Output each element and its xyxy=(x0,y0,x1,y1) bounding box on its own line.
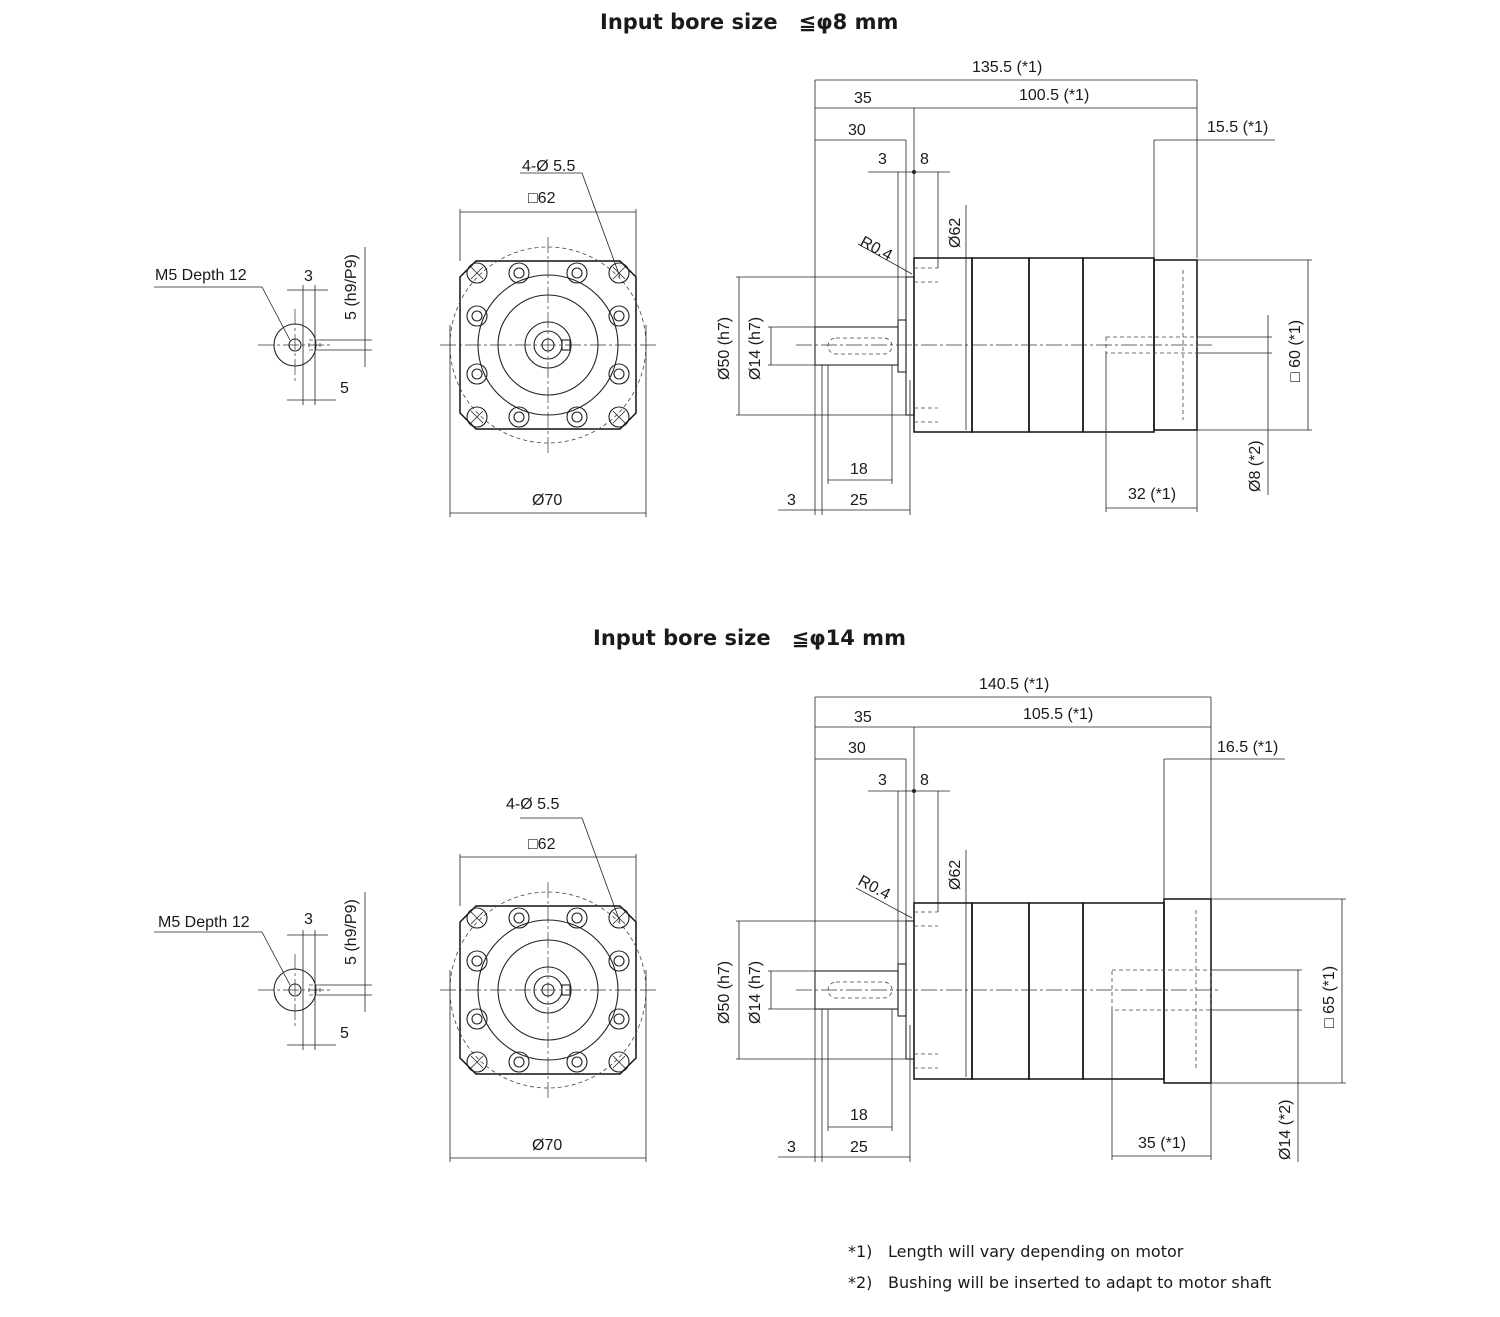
key-height-label: 5 (h9/P9) xyxy=(343,254,360,320)
key-offset-label: 3 xyxy=(787,492,796,509)
note-1-text: Length will vary depending on motor xyxy=(888,1242,1184,1261)
square-62-label: □62 xyxy=(528,190,556,207)
bolt-hole xyxy=(509,1052,529,1072)
pilot-dia-label: Ø50 (h7) xyxy=(716,960,733,1024)
bolt-hole xyxy=(509,908,529,928)
bolt-hole xyxy=(467,1052,487,1072)
flange-3-label: 3 xyxy=(878,151,887,168)
bore-dia-label: Ø14 (*2) xyxy=(1277,1099,1294,1160)
note-2-mark: *2) xyxy=(848,1273,873,1292)
shaft-length-label: 30 xyxy=(848,122,866,139)
total-length-label: 135.5 (*1) xyxy=(972,59,1043,76)
bolt-hole xyxy=(609,1052,629,1072)
bolt-hole xyxy=(567,263,587,283)
bore-dia-label: Ø8 (*2) xyxy=(1247,440,1264,492)
bolt-hole xyxy=(467,263,487,283)
shaft-dia-label: Ø14 (h7) xyxy=(747,960,764,1024)
flange-8-label: 8 xyxy=(920,151,929,168)
key-depth-label: M5 Depth 12 xyxy=(158,914,250,931)
dia-70-label: Ø70 xyxy=(532,1137,563,1154)
view-1-title: Input bore size ≦φ8 mm xyxy=(600,10,899,34)
bolt-hole xyxy=(467,908,487,928)
shaft-25-label: 25 xyxy=(850,492,868,509)
pilot-dia-label: Ø50 (h7) xyxy=(716,316,733,380)
key-base-label: 5 xyxy=(340,380,349,397)
bolt-hole xyxy=(567,407,587,427)
reducer-length-label: 35 xyxy=(854,709,872,726)
motor-square-label: □ 60 (*1) xyxy=(1287,319,1304,382)
key-width-label: 3 xyxy=(304,911,313,928)
shaft-25-label: 25 xyxy=(850,1139,868,1156)
view-2-title: Input bore size ≦φ14 mm xyxy=(593,626,906,650)
bolt-hole xyxy=(609,908,629,928)
view-1 xyxy=(154,10,1312,517)
footnotes xyxy=(848,1242,1271,1292)
bolt-hole xyxy=(567,1052,587,1072)
mount-holes-label: 4-Ø 5.5 xyxy=(506,796,560,813)
square-62-label: □62 xyxy=(528,836,556,853)
adapter-length-label: 16.5 (*1) xyxy=(1217,739,1279,756)
shaft-dia-label: Ø14 (h7) xyxy=(747,316,764,380)
key-offset-label: 3 xyxy=(787,1139,796,1156)
bolt-hole xyxy=(609,407,629,427)
motor-length-label: 105.5 (*1) xyxy=(1023,706,1094,723)
body-dia-label: Ø62 xyxy=(947,217,964,248)
bolt-hole xyxy=(509,263,529,283)
bolt-hole xyxy=(509,407,529,427)
bolt-hole xyxy=(467,407,487,427)
adapter-length-label: 15.5 (*1) xyxy=(1207,119,1269,136)
flange-8-label: 8 xyxy=(920,772,929,789)
key-height-label: 5 (h9/P9) xyxy=(343,899,360,965)
bore-depth-label: 35 (*1) xyxy=(1138,1135,1187,1152)
key-length-label: 18 xyxy=(850,461,868,478)
bolt-hole xyxy=(609,263,629,283)
note-2-text: Bushing will be inserted to adapt to motor shaft xyxy=(888,1273,1272,1292)
view-1-key-view xyxy=(154,247,372,405)
motor-length-label: 100.5 (*1) xyxy=(1019,87,1090,104)
radius-label: R0.4 xyxy=(855,872,893,904)
reducer-length-label: 35 xyxy=(854,90,872,107)
motor-square-label: □ 65 (*1) xyxy=(1321,965,1338,1028)
note-1-mark: *1) xyxy=(848,1242,873,1261)
bore-depth-label: 32 (*1) xyxy=(1128,486,1177,503)
key-width-label: 3 xyxy=(304,268,313,285)
radius-label: R0.4 xyxy=(857,233,895,265)
flange-3-label: 3 xyxy=(878,772,887,789)
bolt-hole xyxy=(567,908,587,928)
dia-70-label: Ø70 xyxy=(532,492,563,509)
key-depth-label: M5 Depth 12 xyxy=(155,267,247,284)
view-2-front-view xyxy=(440,796,658,1162)
shaft-length-label: 30 xyxy=(848,740,866,757)
total-length-label: 140.5 (*1) xyxy=(979,676,1050,693)
view-2-side-view xyxy=(716,676,1346,1162)
key-base-label: 5 xyxy=(340,1025,349,1042)
view-1-front-view xyxy=(440,158,658,517)
mount-holes-label: 4-Ø 5.5 xyxy=(522,158,576,175)
view-2 xyxy=(154,626,1346,1162)
key-length-label: 18 xyxy=(850,1107,868,1124)
view-2-key-view xyxy=(154,892,372,1050)
view-1-side-view xyxy=(716,59,1312,515)
body-dia-label: Ø62 xyxy=(947,859,964,890)
